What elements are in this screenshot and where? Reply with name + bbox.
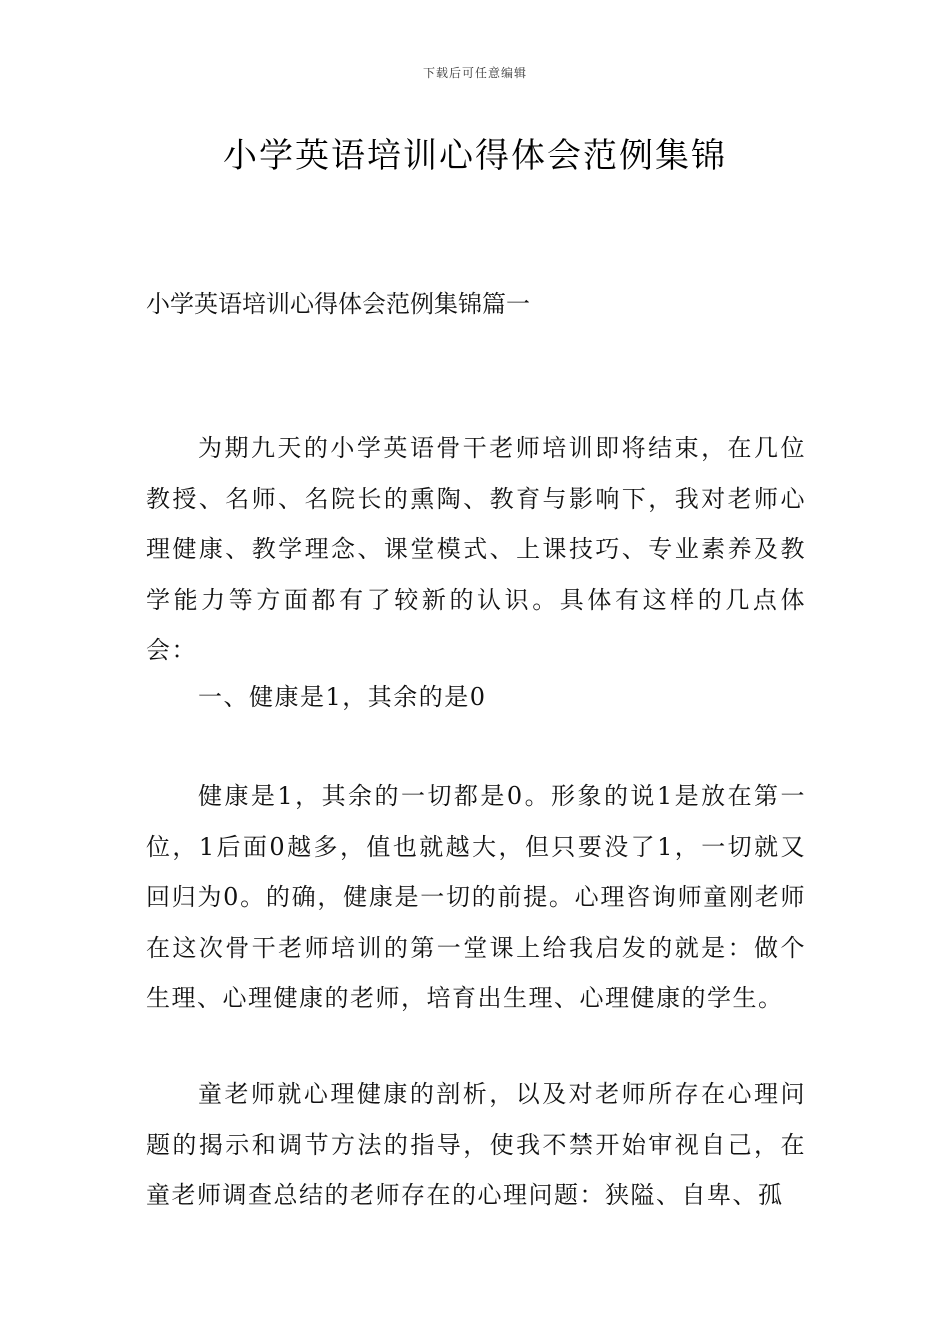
- body-paragraph: 为期九天的小学英语骨干老师培训即将结束，在几位教授、名师、名院长的熏陶、教育与影响下，我对老师心理健康、教学理念、课堂模式、上课技巧、专业素养及教学能力等方面都有了较新的认识。具体有这样的几点体会：: [146, 434, 806, 664]
- document-title: 小学英语培训心得体会范例集锦: [223, 136, 727, 176]
- body-paragraph: 健康是1，其余的一切都是0。形象的说1是放在第一位，1后面0越多，值也就越大，但只要没了1，一切就又回归为0。的确，健康是一切的前提。心理咨询师童刚老师在这次骨干老师培训的第一堂课上给我启发的就是：做个生理、心理健康的老师，培育出生理、心理健康的学生。: [146, 782, 806, 1012]
- body-paragraph: 童老师就心理健康的剖析，以及对老师所存在心理问题的揭示和调节方法的指导，使我不禁开始审视自己，在童老师调查总结的老师存在的心理问题：狭隘、自卑、孤: [146, 1080, 806, 1209]
- header-note: 下载后可任意编辑: [422, 66, 527, 80]
- subheading-paragraph: 一、健康是1，其余的是0: [198, 683, 487, 711]
- section-heading: 小学英语培训心得体会范例集锦篇一: [146, 290, 530, 318]
